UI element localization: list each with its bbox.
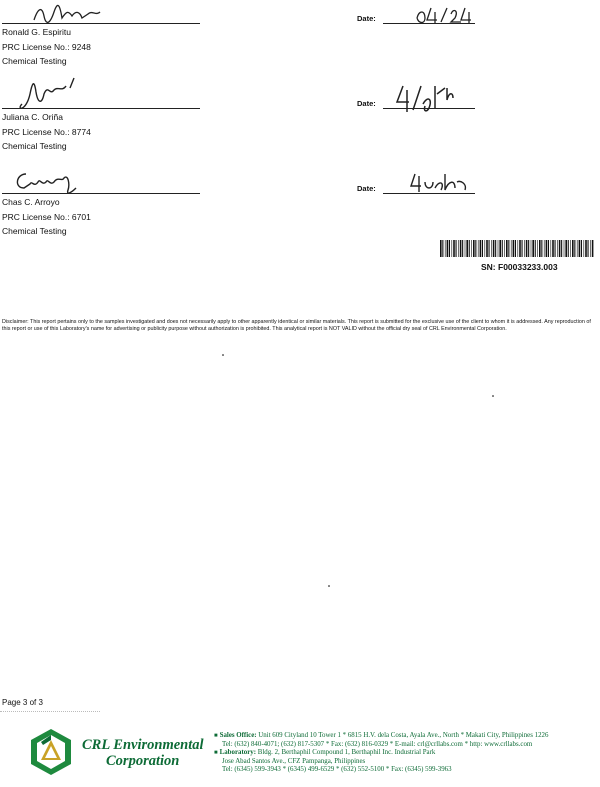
- signatory-role: Chemical Testing: [2, 56, 67, 66]
- laboratory-contact: Tel: (6345) 599-3943 * (6345) 499-6529 * (632) 552-5100 * Fax: (6345) 599-3963: [222, 766, 452, 774]
- company-name: [82, 737, 204, 769]
- signatory-license: PRC License No.: 6701: [2, 212, 91, 222]
- signature-line: [2, 108, 200, 109]
- serial-number: SN: F00033233.003: [481, 262, 558, 272]
- bullet-icon: ■: [214, 733, 218, 739]
- signature-line: [2, 193, 200, 194]
- barcode-bars: [440, 240, 593, 257]
- page-number: Page 3 of 3: [2, 698, 43, 707]
- contact-info: [214, 732, 600, 775]
- footer-divider: [0, 711, 100, 712]
- barcode: [440, 240, 596, 257]
- signatory-name: Juliana C. Oriña: [2, 112, 63, 122]
- sales-office-label: Sales Office:: [219, 732, 257, 739]
- laboratory-line: [214, 749, 600, 758]
- sales-office-contact: Tel: (632) 840-4071; (632) 817-5307 * Fax: (632) 816-0329 * E-mail: crl@crllabs.com * http: www.crllabs.com: [222, 740, 533, 748]
- date-line: [383, 108, 475, 109]
- scan-speck: [328, 585, 330, 587]
- handwritten-date-2: [393, 82, 457, 116]
- date-label: Date:: [357, 14, 376, 23]
- date-line: [383, 23, 475, 24]
- laboratory-address: Bldg. 2, Berthaphil Compound 1, Berthaphil Inc. Industrial Park: [257, 749, 436, 757]
- signatory-name: Chas C. Arroyo: [2, 197, 60, 207]
- signatory-license: PRC License No.: 8774: [2, 127, 91, 137]
- laboratory-address-2: Jose Abad Santos Ave., CFZ Pampanga, Philippines: [222, 757, 366, 765]
- scan-speck: [492, 395, 494, 397]
- signature-line: [2, 23, 200, 24]
- signatory-role: Chemical Testing: [2, 226, 67, 236]
- scan-speck: [222, 354, 224, 356]
- crl-logo-icon: [30, 728, 72, 776]
- signatory-role: Chemical Testing: [2, 141, 67, 151]
- date-label: Date:: [357, 99, 376, 108]
- laboratory-label: Laboratory:: [219, 749, 256, 757]
- sales-office-address: Unit 609 Cityland 10 Tower 1 * 6815 H.V. dela Costa, Ayala Ave., North * Makati City, Philippines 1226: [258, 732, 549, 739]
- disclaimer-text: Disclaimer: This report pertains only to the samples investigated and does not necessarily apply to other apparently identical or similar materials. This report is submitted for the exclusive use of the client to whom it is addressed. Any reproduction of this report or use of this Laboratory's name for advertising or publicity purpose without authorization is prohibited. This analytical report is NOT VALID without the official dry seal of CRL Environmental Corporation.: [2, 319, 591, 332]
- company-name-line1: CRL Environmental: [82, 737, 204, 753]
- signatory-license: PRC License No.: 9248: [2, 42, 91, 52]
- date-label: Date:: [357, 184, 376, 193]
- company-name-line2: Corporation: [106, 753, 180, 769]
- signatory-name: Ronald G. Espiritu: [2, 27, 71, 37]
- sales-office-line: [214, 732, 600, 741]
- date-line: [383, 193, 475, 194]
- bullet-icon: ■: [214, 750, 218, 757]
- signature-scrawl-1: [32, 2, 122, 28]
